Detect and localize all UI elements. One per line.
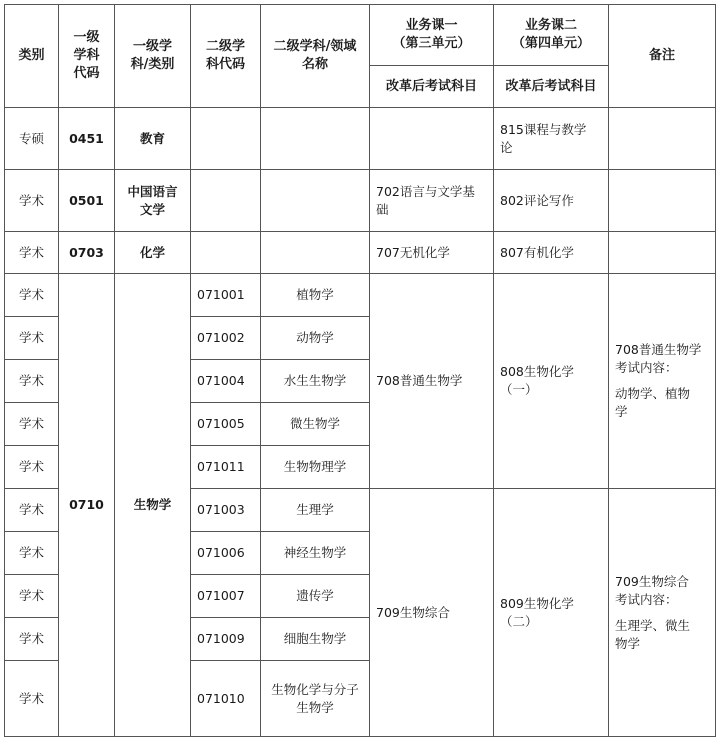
l2-code-cell: 071005 xyxy=(191,403,261,446)
header-category: 类别 xyxy=(5,5,59,108)
l2-code-cell: 071006 xyxy=(191,532,261,575)
course1-cell xyxy=(370,108,494,170)
l2-name-cell: 微生物学 xyxy=(261,403,370,446)
header-course2-sub: 改革后考试科目 xyxy=(494,66,609,108)
table-row xyxy=(5,232,716,274)
header-l2-name: 二级学科/领域 名称 xyxy=(261,5,370,108)
l2-code-cell: 071002 xyxy=(191,317,261,360)
category-cell: 学术 xyxy=(5,317,59,360)
header-remark: 备注 xyxy=(609,5,716,108)
l2-code-cell: 071001 xyxy=(191,274,261,317)
remark-cell xyxy=(609,489,716,737)
l2-code-cell: 071003 xyxy=(191,489,261,532)
header-course1: 业务课一 （第三单元） xyxy=(370,5,494,66)
course1-cell: 708普通生物学 xyxy=(370,274,494,489)
l2-code-cell xyxy=(191,108,261,170)
remark-cell xyxy=(609,274,716,489)
category-cell: 学术 xyxy=(5,489,59,532)
l2-name-cell: 生物化学与分子 生物学 xyxy=(261,661,370,737)
l2-name-cell: 遗传学 xyxy=(261,575,370,618)
l2-name-cell: 神经生物学 xyxy=(261,532,370,575)
header-row xyxy=(5,5,716,66)
category-cell: 学术 xyxy=(5,532,59,575)
remark-note-title: 708普通生物学 考试内容： xyxy=(615,342,702,375)
l2-name-cell xyxy=(261,170,370,232)
course1-cell: 702语言与文学基 础 xyxy=(370,170,494,232)
category-cell: 学术 xyxy=(5,232,59,274)
course2-cell: 809生物化学 （二） xyxy=(494,489,609,737)
remark-cell xyxy=(609,108,716,170)
exam-subjects-table xyxy=(4,4,716,737)
l1-name-cell: 中国语言 文学 xyxy=(115,170,191,232)
l1-code-cell: 0710 xyxy=(59,274,115,737)
table-row xyxy=(5,274,716,317)
remark-note-body: 动物学、植物 学 xyxy=(615,386,691,419)
course1-cell: 707无机化学 xyxy=(370,232,494,274)
l2-name-cell: 植物学 xyxy=(261,274,370,317)
category-cell: 学术 xyxy=(5,446,59,489)
category-cell: 学术 xyxy=(5,403,59,446)
remark-note-body: 生理学、微生 物学 xyxy=(615,617,691,651)
l1-code-cell: 0501 xyxy=(59,170,115,232)
l2-name-cell xyxy=(261,232,370,274)
l1-code-cell: 0703 xyxy=(59,232,115,274)
course2-cell: 815课程与教学 论 xyxy=(494,108,609,170)
category-cell: 学术 xyxy=(5,618,59,661)
l2-name-cell: 细胞生物学 xyxy=(261,618,370,661)
l1-name-cell: 生物学 xyxy=(115,274,191,737)
course2-cell: 808生物化学 （一） xyxy=(494,274,609,489)
l2-name-cell: 动物学 xyxy=(261,317,370,360)
category-cell: 学术 xyxy=(5,575,59,618)
l2-code-cell: 071010 xyxy=(191,661,261,737)
category-cell: 学术 xyxy=(5,274,59,317)
l1-name-cell: 化学 xyxy=(115,232,191,274)
category-cell: 专硕 xyxy=(5,108,59,170)
header-course2: 业务课二 （第四单元） xyxy=(494,5,609,66)
category-cell: 学术 xyxy=(5,360,59,403)
l1-name-cell: 教育 xyxy=(115,108,191,170)
header-l1-name: 一级学 科/类别 xyxy=(115,5,191,108)
header-l1-code: 一级 学科 代码 xyxy=(59,5,115,108)
l2-name-cell: 水生生物学 xyxy=(261,360,370,403)
table-row xyxy=(5,170,716,232)
remark-note-title: 709生物综合 考试内容： xyxy=(615,573,689,607)
header-course1-sub: 改革后考试科目 xyxy=(370,66,494,108)
remark-cell xyxy=(609,170,716,232)
header-l2-code: 二级学 科代码 xyxy=(191,5,261,108)
course2-cell: 807有机化学 xyxy=(494,232,609,274)
category-cell: 学术 xyxy=(5,170,59,232)
course2-cell: 802评论写作 xyxy=(494,170,609,232)
course1-cell: 709生物综合 xyxy=(370,489,494,737)
table-row xyxy=(5,108,716,170)
l1-code-cell: 0451 xyxy=(59,108,115,170)
remark-cell xyxy=(609,232,716,274)
l2-name-cell xyxy=(261,108,370,170)
l2-code-cell xyxy=(191,170,261,232)
l2-code-cell: 071007 xyxy=(191,575,261,618)
l2-code-cell xyxy=(191,232,261,274)
l2-code-cell: 071009 xyxy=(191,618,261,661)
l2-code-cell: 071004 xyxy=(191,360,261,403)
l2-name-cell: 生理学 xyxy=(261,489,370,532)
l2-name-cell: 生物物理学 xyxy=(261,446,370,489)
l2-code-cell: 071011 xyxy=(191,446,261,489)
category-cell: 学术 xyxy=(5,661,59,737)
